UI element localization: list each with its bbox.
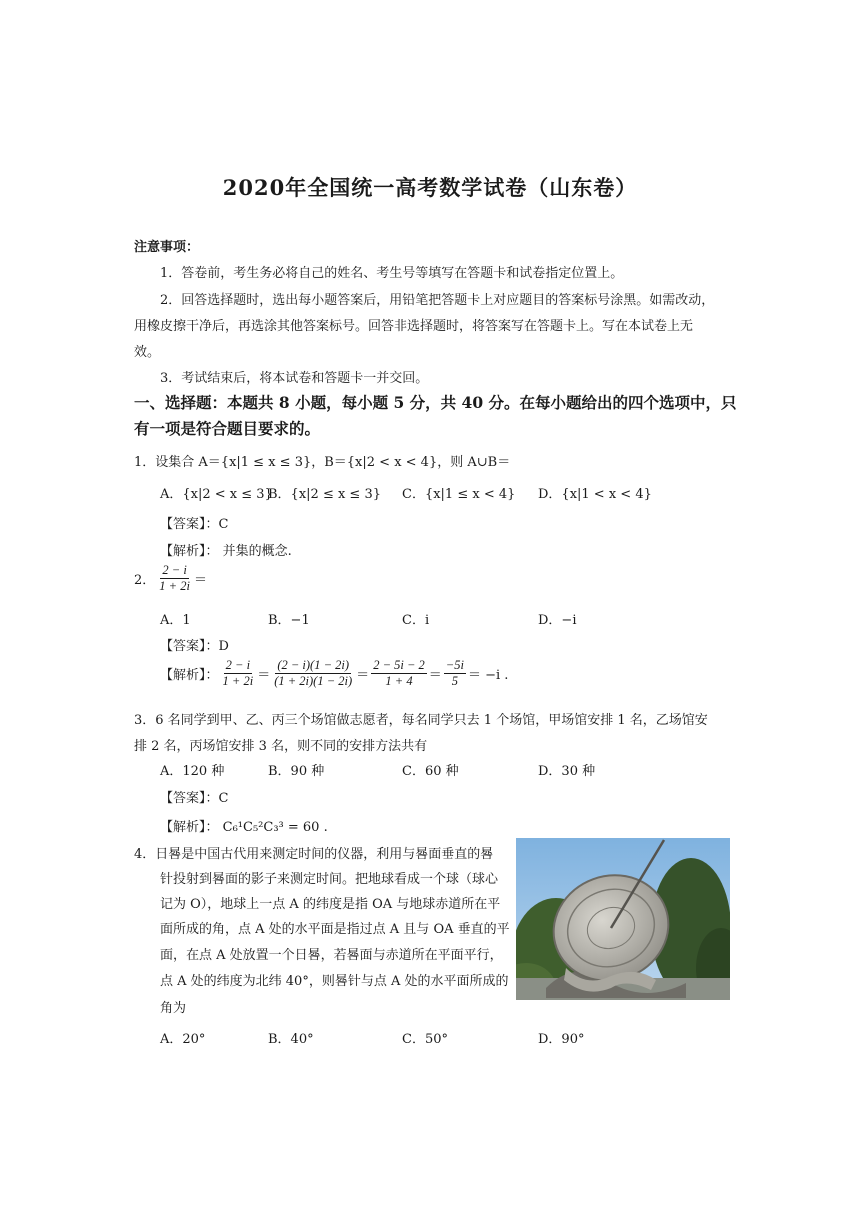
q4-stem-line-4: 面所成的角，点 A 处的水平面是指过点 A 且与 OA 垂直的平 xyxy=(160,922,510,937)
q4-stem-line-1: 4．日晷是中国古代用来测定时间的仪器，利用与晷面垂直的晷 xyxy=(134,847,494,862)
section-heading-line-1: 一、选择题：本题共 8 小题，每小题 5 分，共 40 分。在每小题给出的四个选项中，只 xyxy=(134,393,737,412)
q2-step-2-denominator: (1 + 2i)(1 − 2i) xyxy=(274,674,353,688)
notice-item-2-line-1: 2．回答选择题时，选出每小题答案后，用铅笔把答题卡上对应题目的答案标号涂黑。如需改动， xyxy=(160,293,715,308)
q2-step-3-denominator: 1 + 4 xyxy=(385,674,413,688)
q2-step-2 xyxy=(272,658,354,689)
q2-equals: ＝ xyxy=(193,573,207,588)
q2-step-3 xyxy=(371,658,427,689)
q2-analysis-label: 【解析】： xyxy=(160,668,219,683)
notice-item-1: 1．答卷前，考生务必将自己的姓名、考生号等填写在答题卡和试卷指定位置上。 xyxy=(160,266,624,281)
q2-answer: 【答案】：D xyxy=(160,639,229,654)
q2-stem xyxy=(134,563,207,594)
q3-option-a: A．120 种 xyxy=(160,764,225,779)
page-title: 2020年全国统一高考数学试卷（山东卷） xyxy=(222,175,638,200)
q2-result: ＝ −i . xyxy=(467,668,509,683)
notice-item-2-line-2: 用橡皮擦干净后，再选涂其他答案标号。回答非选择题时，将答案写在答题卡上。写在本试卷上无 xyxy=(134,319,694,334)
q2-step-4-denominator: 5 xyxy=(451,674,458,688)
q2-step-3-numerator: 2 − 5i − 2 xyxy=(373,658,425,672)
q2-step-4 xyxy=(444,658,466,689)
q2-step-2-numerator: (2 − i)(1 − 2i) xyxy=(277,658,350,672)
q2-analysis xyxy=(160,658,508,689)
q1-option-c: C．{x|1 ≤ x < 4} xyxy=(402,487,516,502)
q2-fraction-denominator: 1 + 2i xyxy=(159,579,190,593)
q4-stem-line-5: 面，在点 A 处放置一个日晷，若晷面与赤道所在平面平行， xyxy=(160,948,503,963)
q4-stem-line-3: 记为 O），地球上一点 A 的纬度是指 OA 与地球赤道所在平 xyxy=(160,897,501,912)
q3-stem-line-1: 3．6 名同学到甲、乙、丙三个场馆做志愿者，每名同学只去 1 个场馆，甲场馆安排 1 名，乙场馆安 xyxy=(134,713,708,728)
q1-stem: 1．设集合 A＝{x|1 ≤ x ≤ 3}，B＝{x|2 < x < 4}，则 A∪B＝ xyxy=(134,455,511,470)
q2-step-equals-1: ＝ xyxy=(257,668,271,683)
q2-step-1-denominator: 1 + 2i xyxy=(222,674,254,688)
q3-option-c: C．60 种 xyxy=(402,764,459,779)
q1-option-b: B．{x|2 ≤ x ≤ 3} xyxy=(268,487,381,502)
q4-option-a: A．20° xyxy=(160,1032,206,1047)
notice-item-2-line-3: 效。 xyxy=(134,345,161,360)
q2-option-d: D．−i xyxy=(538,613,577,628)
q4-stem-line-2: 针投射到晷面的影子来测定时间。把地球看成一个球（球心 xyxy=(160,872,499,887)
q3-analysis: 【解析】： C₆¹C₅²C₃³ = 60 . xyxy=(160,820,328,835)
q2-step-1 xyxy=(221,658,256,689)
q2-option-b: B．−1 xyxy=(268,613,310,628)
q2-step-equals-3: ＝ xyxy=(428,668,442,683)
q4-stem-line-6: 点 A 处的纬度为北纬 40°，则晷针与点 A 处的水平面所成的 xyxy=(160,974,509,989)
q3-option-b: B．90 种 xyxy=(268,764,325,779)
q3-stem-line-2: 排 2 名，丙场馆安排 3 名，则不同的安排方法共有 xyxy=(134,739,428,754)
q4-option-d: D．90° xyxy=(538,1032,585,1047)
notice-item-3: 3．考试结束后，将本试卷和答题卡一并交回。 xyxy=(160,371,429,386)
q2-number: 2． xyxy=(134,573,156,588)
q2-step-equals-2: ＝ xyxy=(356,668,370,683)
q4-option-c: C．50° xyxy=(402,1032,448,1047)
q4-option-b: B．40° xyxy=(268,1032,314,1047)
q4-stem-line-7: 角为 xyxy=(160,1001,187,1016)
q2-fraction xyxy=(157,563,192,594)
q2-fraction-numerator: 2 − i xyxy=(162,563,187,577)
q1-answer: 【答案】：C xyxy=(160,517,229,532)
sundial-photo xyxy=(516,838,730,1000)
sundial-illustration xyxy=(516,838,730,1000)
q3-option-d: D．30 种 xyxy=(538,764,596,779)
q1-option-a: A．{x|2 < x ≤ 3} xyxy=(160,487,273,502)
notice-heading: 注意事项： xyxy=(134,240,200,255)
q2-step-4-numerator: −5i xyxy=(445,658,464,672)
q1-analysis: 【解析】： 并集的概念. xyxy=(160,544,292,559)
q2-option-a: A．1 xyxy=(160,613,191,628)
q3-answer: 【答案】：C xyxy=(160,791,229,806)
q2-step-1-numerator: 2 − i xyxy=(225,658,251,672)
q2-option-c: C．i xyxy=(402,613,430,628)
q1-option-d: D．{x|1 < x < 4} xyxy=(538,487,652,502)
section-heading-line-2: 有一项是符合题目要求的。 xyxy=(134,419,321,438)
